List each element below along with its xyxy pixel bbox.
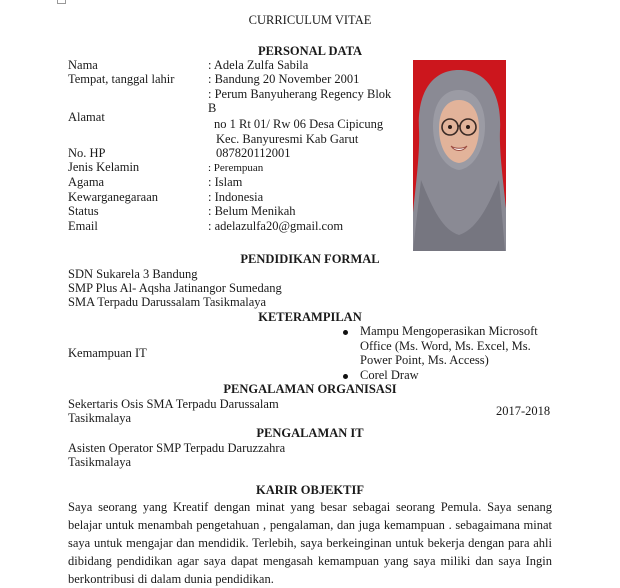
label-nama: Nama: [68, 58, 98, 72]
value-alamat-line-2: B: [208, 101, 217, 115]
value-ttl: : Bandung 20 November 2001: [208, 72, 360, 86]
value-alamat-line-4: Kec. Banyuresmi Kab Garut: [216, 132, 359, 146]
value-nama: : Adela Zulfa Sabila: [208, 58, 309, 72]
value-kewarganegaraan: : Indonesia: [208, 190, 264, 204]
education-item: SDN Sukarela 3 Bandung: [68, 267, 198, 281]
skills-heading: KETERAMPILAN: [258, 310, 362, 324]
label-hp: No. HP: [68, 146, 106, 160]
organization-heading: PENGALAMAN ORGANISASI: [223, 382, 397, 396]
value-agama: : Islam: [208, 175, 243, 189]
label-status: Status: [68, 204, 99, 218]
page-corner-mark: [57, 0, 66, 4]
skills-label: Kemampuan IT: [68, 346, 147, 360]
value-jenis-kelamin: : Perempuan: [208, 162, 264, 174]
bullet-icon: [343, 330, 348, 335]
it-experience-line: Tasikmalaya: [68, 455, 131, 469]
value-hp: 087820112001: [216, 146, 291, 160]
value-email: : adelazulfa20@gmail.com: [208, 219, 344, 233]
label-jenis-kelamin: Jenis Kelamin: [68, 160, 140, 174]
label-alamat: Alamat: [68, 110, 105, 124]
personal-data-heading: PERSONAL DATA: [257, 44, 363, 58]
portrait-illustration: [413, 60, 506, 251]
label-kewarganegaraan: Kewarganegaraan: [68, 190, 158, 204]
profile-photo: [413, 60, 506, 251]
bullet-icon: [343, 374, 348, 379]
skill-item-line: Corel Draw: [360, 368, 419, 382]
skill-item-line: Office (Ms. Word, Ms. Excel, Ms.: [360, 339, 531, 353]
it-experience-heading: PENGALAMAN IT: [256, 426, 364, 440]
value-alamat-line-1: : Perum Banyuherang Regency Blok: [208, 87, 392, 101]
label-email: Email: [68, 219, 98, 233]
education-heading: PENDIDIKAN FORMAL: [240, 252, 380, 266]
organization-line: Sekertaris Osis SMA Terpadu Darussalam: [68, 397, 279, 411]
skill-item-line: Power Point, Ms. Access): [360, 353, 489, 367]
organization-period: 2017-2018: [496, 404, 551, 418]
document-title: CURRICULUM VITAE: [248, 13, 372, 27]
organization-line: Tasikmalaya: [68, 411, 131, 425]
education-item: SMP Plus Al- Aqsha Jatinangor Sumedang: [68, 281, 282, 295]
career-heading: KARIR OBJEKTIF: [255, 483, 364, 497]
value-alamat-line-3: no 1 Rt 01/ Rw 06 Desa Cipicung: [214, 117, 384, 131]
it-experience-line: Asisten Operator SMP Terpadu Daruzzahra: [68, 441, 286, 455]
career-paragraph: Saya seorang yang Kreatif dengan minat yang besar sebagai seorang Pemula. Saya senang belajar untuk menambah pengetahuan , pengalaman, dan juga kemampuan . sebagaimana minat saya untuk mengajar dan mendidik. Terlebih, saya berkeinginan untuk bekerja dengan para ahli dibidang pendidikan agar saya dapat mengasah kemampuan yang saya miliki dan saya Ingin berkontribusi di dalam dunia pendidikan.: [68, 500, 552, 586]
skill-item-line: Mampu Mengoperasikan Microsoft: [360, 324, 538, 338]
value-status: : Belum Menikah: [208, 204, 296, 218]
label-agama: Agama: [68, 175, 105, 189]
education-item: SMA Terpadu Darussalam Tasikmalaya: [68, 295, 267, 309]
label-ttl: Tempat, tanggal lahir: [68, 72, 175, 86]
